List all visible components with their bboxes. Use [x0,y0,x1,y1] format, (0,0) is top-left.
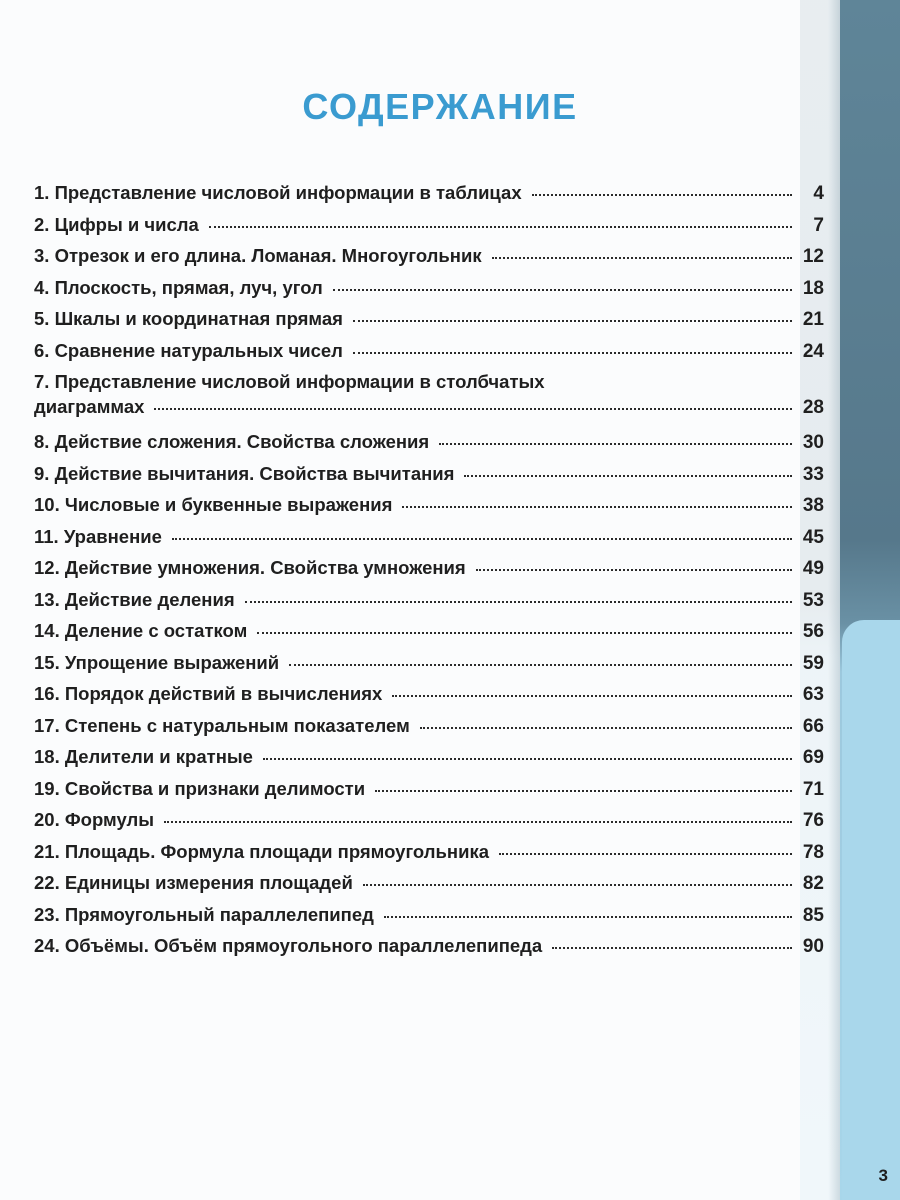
toc-item-16[interactable] [34,681,824,713]
toc-item-title: 10. Числовые и буквенные выражения [34,494,393,515]
toc-dot-leader [384,916,792,918]
toc-item-page: 45 [802,526,824,548]
toc-dot-leader [353,320,792,322]
toc-item-title: 8. Действие сложения. Свойства сложения [34,431,430,452]
toc-item-3[interactable] [34,243,824,275]
toc-dot-leader [420,727,792,729]
toc-item-page: 28 [802,397,824,418]
toc-item-20[interactable] [34,807,824,839]
toc-item-23[interactable] [34,902,824,934]
toc-item-title: 3. Отрезок и его длина. Ломаная. Многоугольник [34,245,482,266]
toc-item-5[interactable] [34,306,824,338]
toc-item-title: 15. Упрощение выражений [34,651,280,673]
toc-item-page: 78 [802,841,824,863]
toc-dot-leader [333,289,792,291]
toc-item-page: 4 [813,183,824,204]
toc-item-page: 12 [802,246,824,267]
toc-item-page: 38 [802,495,824,516]
toc-item-title: 12. Действие умножения. Свойства умножения [34,557,466,578]
toc-item-title: 17. Степень с натуральным показателем [34,714,410,736]
toc-item-page: 56 [802,621,824,642]
page-title: СОДЕРЖАНИЕ [302,86,578,127]
toc-item-title: 13. Действие деления [34,588,235,610]
toc-item-21[interactable] [34,839,824,871]
toc-item-page: 63 [802,684,824,705]
toc-dot-leader [353,352,792,354]
toc-dot-leader [464,475,792,477]
toc-dot-leader [172,538,792,540]
toc-item-2[interactable] [34,212,824,244]
toc-dot-leader [257,632,792,634]
toc-item-title: 11. Уравнение [34,525,162,547]
toc-dot-leader [245,601,792,603]
toc-dot-leader [363,884,792,886]
toc-item-title: 18. Делители и кратные [34,746,253,767]
toc-item-title: 14. Деление с остатком [34,620,248,641]
toc-item-7[interactable] [34,369,824,429]
toc-item-title: 4. Плоскость, прямая, луч, угол [34,276,323,298]
toc-item-page: 24 [802,340,824,362]
toc-item-6[interactable] [34,338,824,370]
toc-item-page: 7 [813,214,824,236]
toc-item-page: 30 [802,432,824,453]
toc-dot-leader [439,443,792,445]
toc-dot-leader [402,506,792,508]
toc-item-title: 22. Единицы измерения площадей [34,872,353,893]
toc-dot-leader [476,569,792,571]
toc-item-title: 9. Действие вычитания. Свойства вычитания [34,462,455,484]
toc-item-11[interactable] [34,524,824,556]
toc-dot-leader [499,853,792,855]
toc-item-continuation [34,394,824,420]
page-number: 3 [878,1166,888,1185]
toc-item-19[interactable] [34,776,824,808]
toc-item-title: 24. Объёмы. Объём прямоугольного параллелепипеда [34,935,543,956]
toc-item-page: 85 [802,904,824,926]
toc-item-page: 33 [802,463,824,485]
toc-item-page: 69 [802,747,824,768]
toc-item-title: 23. Прямоугольный параллелепипед [34,903,374,925]
toc-item-page: 71 [802,778,824,800]
toc-item-22[interactable] [34,870,824,902]
toc-item-title: 19. Свойства и признаки делимости [34,777,366,799]
toc-item-17[interactable] [34,713,824,745]
toc-item-title: 1. Представление числовой информации в таблицах [34,182,522,203]
toc-item-9[interactable] [34,461,824,493]
toc-item-title: 5. Шкалы и координатная прямая [34,308,343,329]
toc-dot-leader [263,758,792,760]
toc-item-18[interactable] [34,744,824,776]
table-of-contents [34,180,824,965]
toc-item-page: 53 [802,589,824,611]
toc-item-title: 20. Формулы [34,809,155,830]
toc-item-8[interactable] [34,429,824,461]
toc-dot-leader [375,790,792,792]
toc-item-15[interactable] [34,650,824,682]
toc-item-title-cont: диаграммах [34,396,145,417]
toc-item-page: 21 [802,309,824,330]
toc-item-13[interactable] [34,587,824,619]
toc-item-page: 66 [802,715,824,737]
toc-item-page: 18 [802,277,824,299]
toc-item-title: 16. Порядок действий в вычислениях [34,683,383,704]
toc-dot-leader [552,947,792,949]
toc-dot-leader [289,664,792,666]
toc-item-1[interactable] [34,180,824,212]
toc-dot-leader [532,194,792,196]
toc-item-10[interactable] [34,492,824,524]
toc-item-title: 7. Представление числовой информации в столбчатых [34,371,545,392]
toc-dot-leader [154,408,792,410]
toc-item-24[interactable] [34,933,824,965]
toc-item-12[interactable] [34,555,824,587]
toc-item-title: 2. Цифры и числа [34,213,199,235]
chapter-tab [842,620,900,1200]
toc-dot-leader [392,695,792,697]
toc-item-page: 76 [802,810,824,831]
toc-dot-leader [492,257,792,259]
toc-item-page: 90 [802,936,824,957]
toc-dot-leader [164,821,792,823]
toc-item-page: 49 [802,558,824,579]
toc-item-14[interactable] [34,618,824,650]
toc-item-title: 6. Сравнение натуральных чисел [34,339,343,361]
toc-item-page: 82 [802,873,824,894]
toc-item-title: 21. Площадь. Формула площади прямоугольника [34,840,489,862]
toc-item-4[interactable] [34,275,824,307]
toc-dot-leader [209,226,792,228]
toc-item-page: 59 [802,652,824,674]
